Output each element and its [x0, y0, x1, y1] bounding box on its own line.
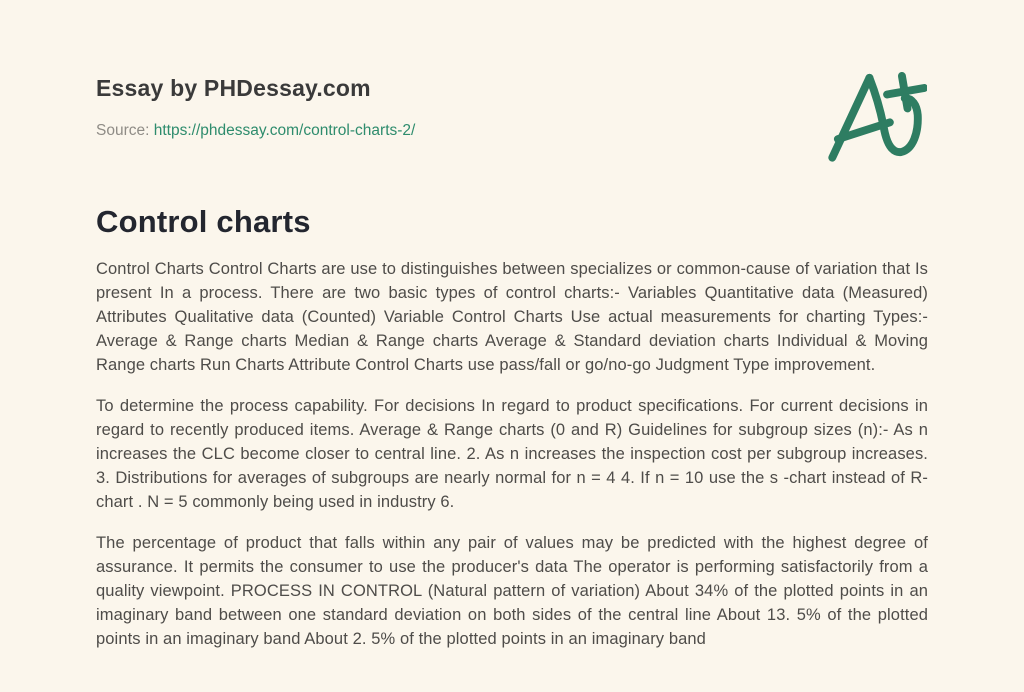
essay-paragraph-3: The percentage of product that falls within any pair of values may be predicted with the highest degree of assurance. It permits the consumer to use the producer's data The operator is performing satisfactorily from a quality viewpoint. PROCESS IN CONTROL (Natural pattern of variation) About 34% of the plotted points in an imaginary band between one standard deviation on both sides of the central line About 13. 5% of the plotted points in an imaginary band About 2. 5% of the plotted points in an imaginary band	[96, 534, 928, 648]
aplus-logo-icon	[823, 66, 927, 162]
doc-header	[96, 75, 928, 140]
essay-content	[96, 204, 928, 651]
essay-paragraph-1: Control Charts Control Charts are use to distinguishes between specializes or common-cause of variation that Is present In a process. There are two basic types of control charts:- Variables Quantitative data (Measured) Attributes Qualitative data (Counted) Variable Control Charts Use actual measurements for charting Types:- Average & Range charts Median & Range charts Average & Standard deviation charts Individual & Moving Range charts Run Charts Attribute Control Charts use pass/fall or go/no-go Judgment Type improvement.	[96, 260, 928, 374]
source-link[interactable]: https://phdessay.com/control-charts-2/	[153, 122, 416, 139]
source-label: Source:	[96, 122, 150, 139]
source-line	[96, 122, 928, 140]
essay-body	[96, 257, 928, 651]
essay-title: Control charts	[96, 204, 311, 239]
doc-header-title: Essay by PHDessay.com	[96, 75, 371, 101]
essay-paragraph-2: To determine the process capability. For decisions In regard to product specifications. For current decisions in regard to recently produced items. Average & Range charts (0 and R) Guidelines for subgroup sizes (n):- As n increases the CLC become closer to central line. 2. As n increases the inspection cost per subgroup increases. 3. Distributions for averages of subgroups are nearly normal for n = 4 4. If n = 10 use the s -chart instead of R-chart . N = 5 commonly being used in industry 6.	[96, 397, 928, 511]
